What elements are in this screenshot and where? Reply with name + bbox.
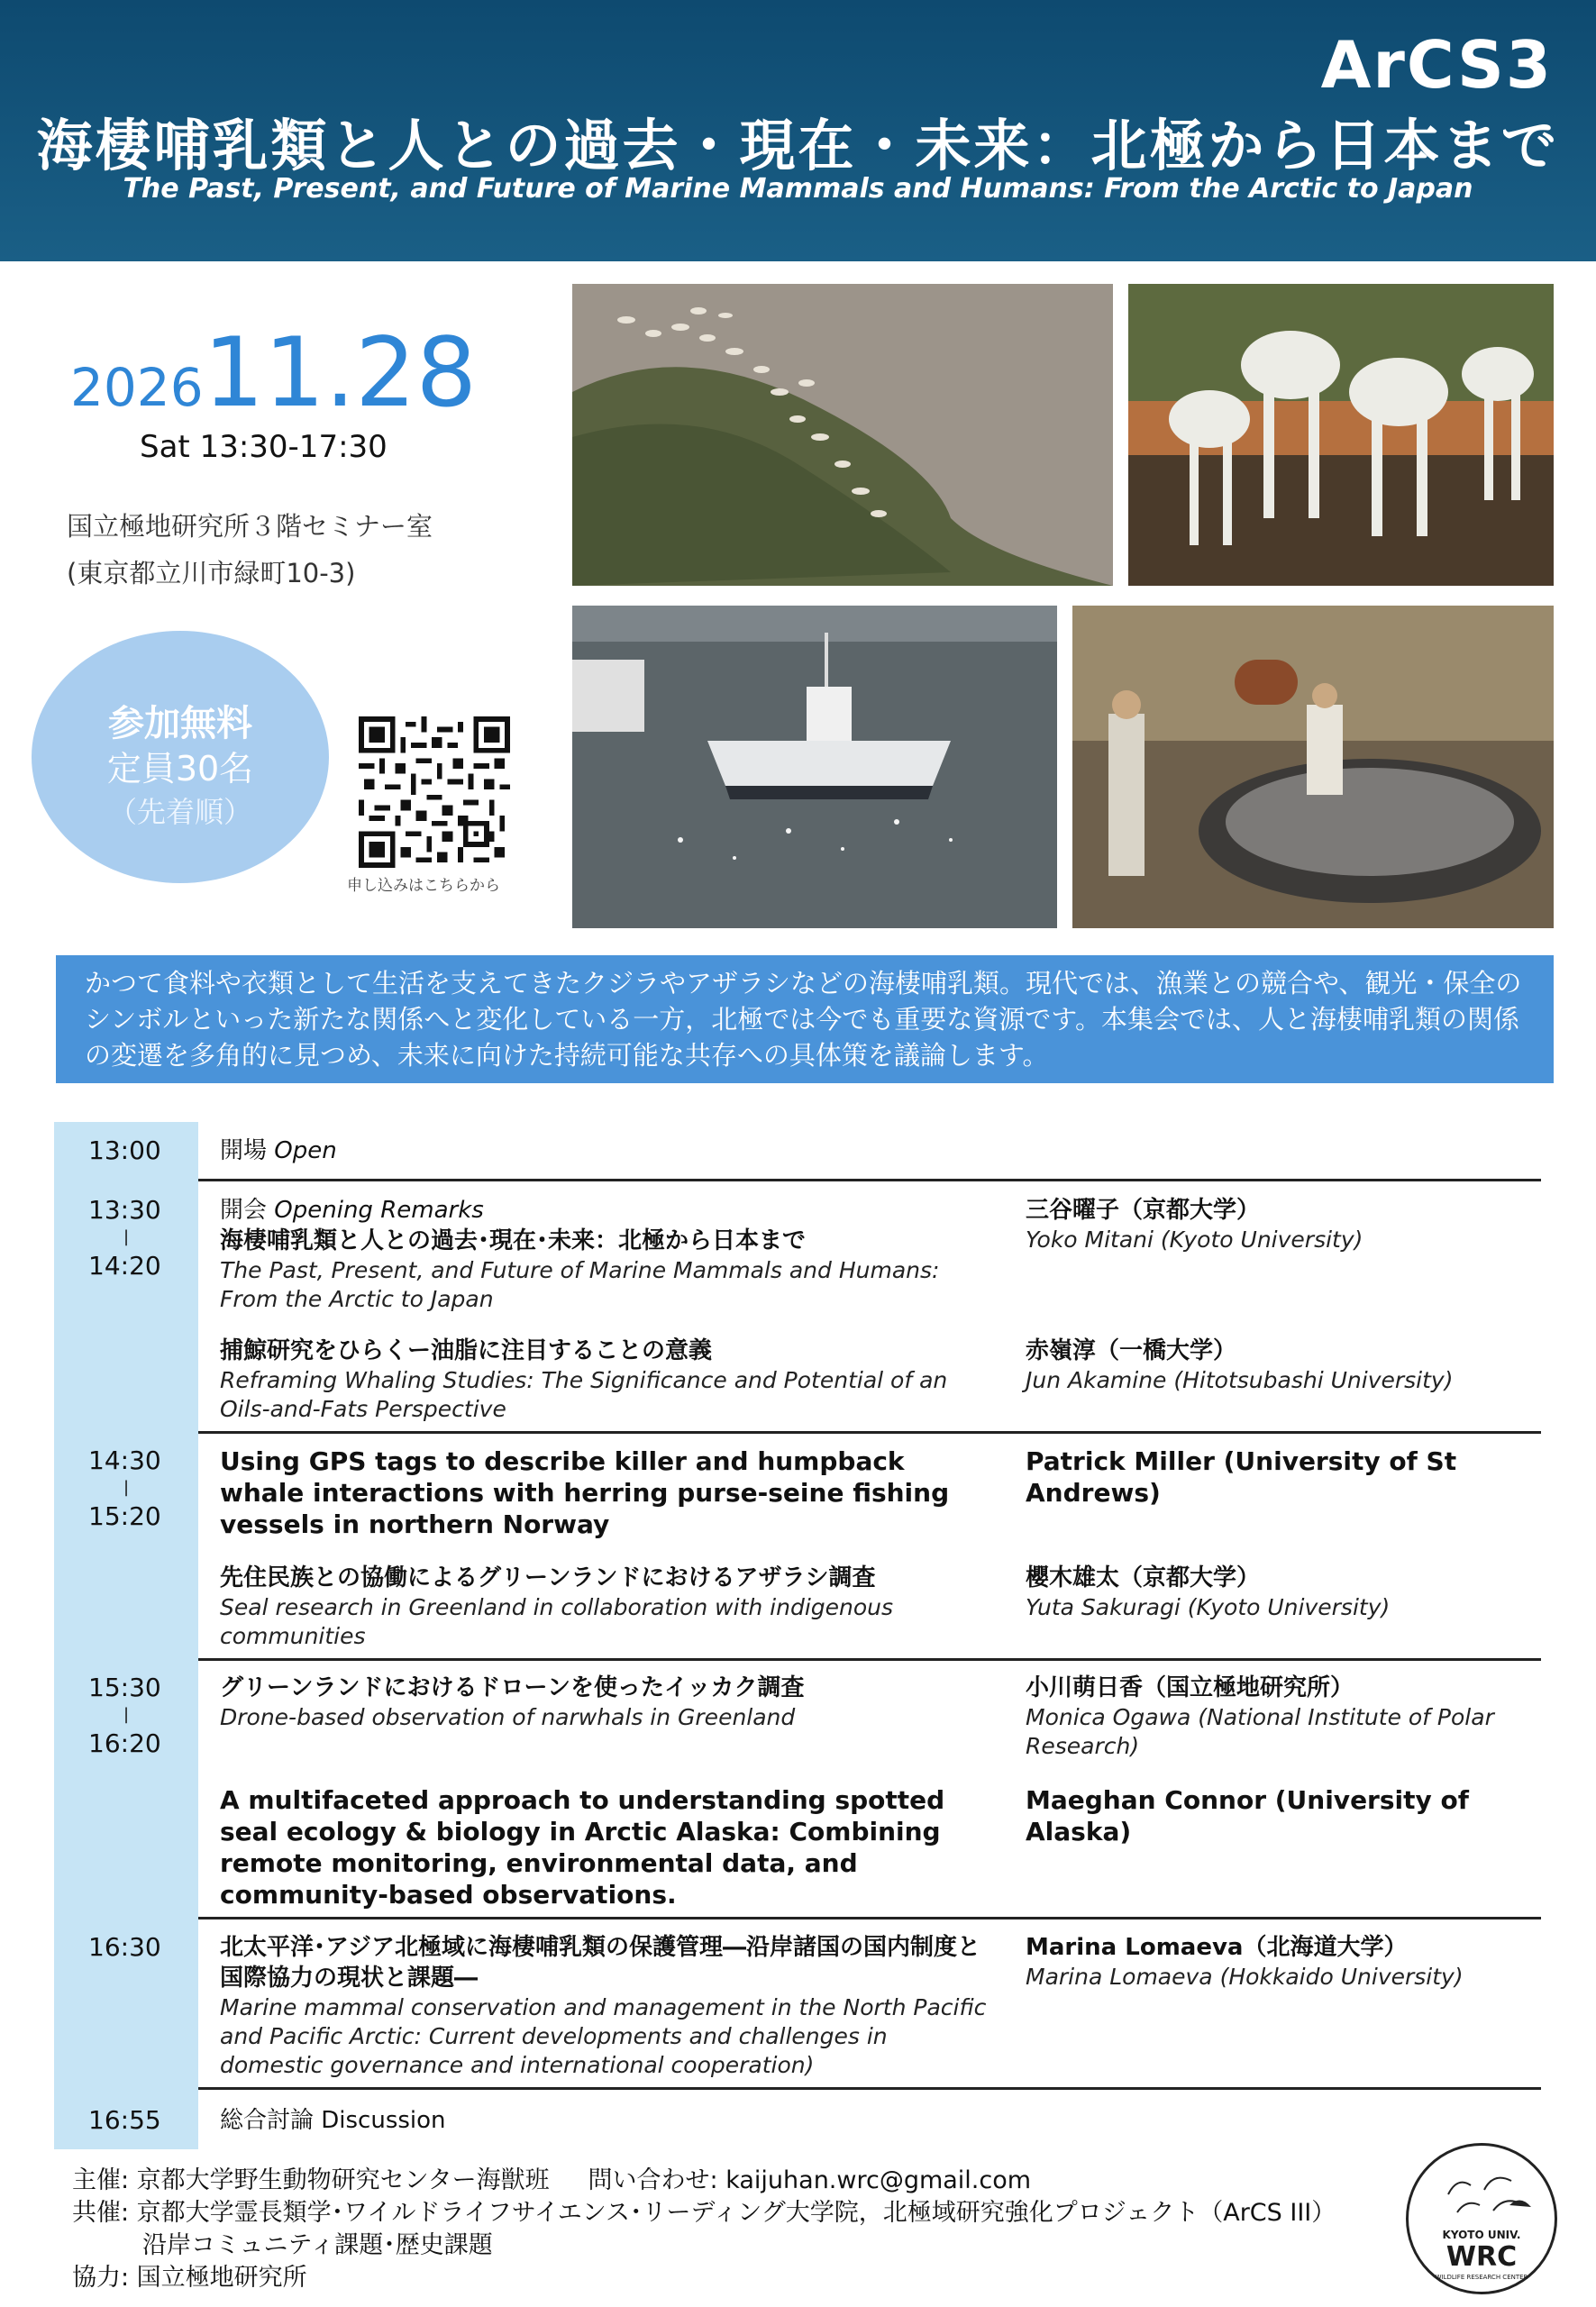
venue xyxy=(67,503,433,597)
host: 主催: 京都大学野生動物研究センター海獣班 xyxy=(72,2166,550,2194)
talk-sakuragi xyxy=(220,1563,995,1651)
registration-badge xyxy=(32,631,329,883)
cohost-line2: 沿岸コミュニティ課題･歴史課題 xyxy=(142,2231,493,2259)
open-jp: 開場 xyxy=(220,1137,268,1164)
speaker-jp: 三谷曜子（京都大学） xyxy=(1026,1197,1261,1224)
speaker-lomaeva xyxy=(1026,1932,1530,1992)
arcs3-logo: ArCS3 xyxy=(1320,27,1553,103)
time-separator: | xyxy=(123,1227,130,1246)
photo-fishing-vessel xyxy=(572,606,1057,928)
photo-museum-oil-pot xyxy=(1072,606,1554,928)
wrc-sub: WILDLIFE RESEARCH CENTER xyxy=(1435,2274,1528,2281)
schedule-divider xyxy=(198,1658,1541,1661)
discussion-label: 総合討論 Discussion xyxy=(220,2107,446,2134)
wrc-univ: KYOTO UNIV. xyxy=(1442,2229,1521,2241)
event-time: Sat 13:30-17:30 xyxy=(140,429,388,465)
wrc-name: WRC xyxy=(1446,2241,1518,2273)
wrc-logo xyxy=(1406,2143,1557,2294)
qr-caption: 申し込みはこちらから xyxy=(347,877,500,895)
speaker-jp: 小川萌日香（国立極地研究所） xyxy=(1026,1674,1354,1701)
speaker-jp: Marina Lomaeva（北海道大学） xyxy=(1026,1934,1408,1961)
speaker-en: Monica Ogawa (National Institute of Polar Research) xyxy=(1026,1704,1494,1759)
event-description: かつて食料や衣類として生活を支えてきたクジラやアザラシなどの海棲哺乳類。現代では、漁業との競合や、観光・保全のシンボルといった新たな関係へと変化している一方，北極では今でも重要な資源です。本集会では、人と海棲哺乳類の関係の変遷を多角的に見つめ、未来に向けた持続可能な共存への具体策を議論します。 xyxy=(56,955,1554,1083)
talk-lomaeva xyxy=(220,1932,995,2080)
footer-credits xyxy=(72,2165,1336,2294)
talk-title-jp: 北太平洋･アジア北極域に海棲哺乳類の保護管理―沿岸諸国の国内制度と国際協力の現状と課題― xyxy=(220,1934,980,1992)
event-date xyxy=(70,317,477,428)
time-15-20: 15:20 xyxy=(88,1501,161,1531)
speaker-mitani xyxy=(1026,1195,1530,1254)
talk-title-en: Seal research in Greenland in collaboration with indigenous communities xyxy=(220,1594,894,1649)
time-13-30: 13:30 xyxy=(88,1195,161,1225)
event-year: 2026 xyxy=(70,357,204,418)
seal-heads-icon xyxy=(1430,2166,1538,2223)
time-13-00: 13:00 xyxy=(88,1135,161,1165)
registration-qr-code[interactable] xyxy=(359,716,510,868)
schedule-divider xyxy=(198,2087,1541,2090)
talk-title-jp: 海棲哺乳類と人との過去･現在･未来：北極から日本まで xyxy=(220,1227,807,1254)
talk-title-en: Drone-based observation of narwhals in Greenland xyxy=(220,1704,796,1730)
photo-walrus-skulls xyxy=(1128,284,1554,586)
time-16-55: 16:55 xyxy=(88,2105,161,2135)
header-banner xyxy=(0,0,1596,261)
time-16-20: 16:20 xyxy=(88,1728,161,1758)
talk-title-jp: 捕鯨研究をひらくー油脂に注目することの意義 xyxy=(220,1337,713,1364)
speaker-miller: Patrick Miller (University of St Andrews) xyxy=(1026,1446,1457,1508)
speaker-ogawa xyxy=(1026,1673,1530,1761)
schedule-divider xyxy=(198,1179,1541,1181)
opening-en: Opening Remarks xyxy=(274,1197,484,1224)
talk-title-en: The Past, Present, and Future of Marine Mammals and Humans: From the Arctic to Japan xyxy=(220,1257,940,1312)
talk-title-jp: グリーンランドにおけるドローンを使ったイッカク調査 xyxy=(220,1674,805,1701)
talk-title-en: A multifaceted approach to understanding spotted seal ecology & biology in Arctic Alaska: Combining remote monitoring, environmental data, and community-based observations. xyxy=(220,1785,945,1910)
event-month-day: 11.28 xyxy=(203,317,478,428)
schedule-divider xyxy=(198,1431,1541,1434)
talk-akamine xyxy=(220,1336,995,1424)
time-14-30: 14:30 xyxy=(88,1445,161,1475)
page-title-en: The Past, Present, and Future of Marine Mammals and Humans: From the Arctic to Japan xyxy=(123,173,1473,205)
speaker-sakuragi xyxy=(1026,1563,1530,1622)
speaker-jp: 櫻木雄太（京都大学） xyxy=(1026,1564,1261,1591)
time-14-20: 14:20 xyxy=(88,1251,161,1281)
talk-title-jp: 先住民族との協働によるグリーンランドにおけるアザラシ調査 xyxy=(220,1564,876,1591)
speaker-en: Marina Lomaeva (Hokkaido University) xyxy=(1026,1964,1464,1990)
venue-address: (東京都立川市緑町10-3) xyxy=(67,558,356,588)
talk-title-en: Marine mammal conservation and management in the North Pacific and Pacific Arctic: Current developments and challenges in domestic governance and international cooperation) xyxy=(220,1994,987,2078)
time-separator: | xyxy=(123,1705,130,1724)
opening-jp: 開会 xyxy=(220,1197,268,1224)
support: 協力: 国立極地研究所 xyxy=(72,2264,307,2292)
page-title-jp: 海棲哺乳類と人との過去・現在・未来：北極から日本まで xyxy=(36,113,1560,178)
venue-name: 国立極地研究所３階セミナー室 xyxy=(67,511,433,542)
open-en: Open xyxy=(274,1137,337,1164)
talk-ogawa xyxy=(220,1673,995,1732)
speaker-en: Yuta Sakuragi (Kyoto University) xyxy=(1026,1594,1391,1620)
speaker-jp: 赤嶺淳（一橋大学） xyxy=(1026,1337,1237,1364)
talk-title-en: Using GPS tags to describe killer and humpback whale interactions with herring purse-seine fishing vessels in northern Norway xyxy=(220,1446,950,1539)
time-separator: | xyxy=(123,1478,130,1497)
speaker-en: Yoko Mitani (Kyoto University) xyxy=(1026,1226,1363,1253)
speaker-akamine xyxy=(1026,1336,1530,1395)
contact-email[interactable]: 問い合わせ: kaijuhan.wrc@gmail.com xyxy=(588,2166,1032,2194)
schedule-divider xyxy=(198,1917,1541,1919)
time-15-30: 15:30 xyxy=(88,1673,161,1702)
photo-walrus-haulout-aerial xyxy=(572,284,1113,586)
speaker-connor: Maeghan Connor (University of Alaska) xyxy=(1026,1785,1469,1847)
open-label xyxy=(220,1135,995,1166)
capacity-label: 定員30名 xyxy=(106,749,254,789)
session-opening xyxy=(220,1195,995,1314)
time-16-30: 16:30 xyxy=(88,1932,161,1962)
talk-title-en: Reframing Whaling Studies: The Significance and Potential of an Oils-and-Fats Perspective xyxy=(220,1367,948,1422)
order-label: （先着順） xyxy=(107,795,252,829)
fee-label: 参加無料 xyxy=(108,703,252,744)
speaker-en: Jun Akamine (Hitotsubashi University) xyxy=(1026,1367,1454,1393)
cohost-line1: 共催: 京都大学霊長類学･ワイルドライフサイエンス･リーディング大学院，北極域研究強化プロジェクト（ArCS III） xyxy=(72,2199,1336,2227)
